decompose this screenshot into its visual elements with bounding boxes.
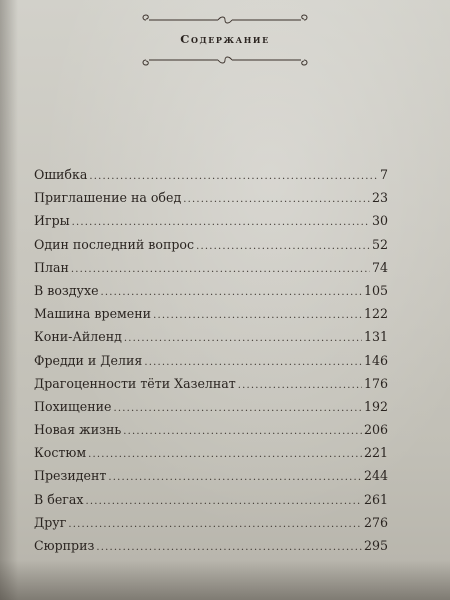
toc-entry-title: В бегах <box>34 491 84 507</box>
dot-leader <box>86 496 362 507</box>
toc-entry-page: 74 <box>371 259 388 275</box>
dot-leader <box>72 217 370 228</box>
dot-leader <box>71 264 370 275</box>
toc-entry[interactable] <box>34 306 388 329</box>
dot-leader <box>108 472 362 483</box>
toc-entry-title: Ошибка <box>34 167 88 182</box>
dot-leader <box>124 333 362 344</box>
toc-entry-page: 276 <box>363 514 388 530</box>
dot-leader <box>153 310 362 321</box>
dot-leader <box>68 519 362 530</box>
toc-entry-title: План <box>34 259 69 275</box>
toc-entry-title: Друг <box>34 514 67 530</box>
toc-entry-title: Игры <box>34 213 70 229</box>
toc-entry-page: 146 <box>363 352 388 368</box>
toc-entry-title: Один последний вопрос <box>34 236 195 252</box>
dot-leader <box>183 194 370 205</box>
toc-entry-title: Кони-Айленд <box>34 329 122 345</box>
toc-entry[interactable] <box>34 515 388 538</box>
toc-entry-title: Президент <box>34 468 107 484</box>
toc-entry[interactable] <box>34 213 388 236</box>
table-of-contents <box>34 167 388 561</box>
toc-entry-title: Приглашение на обед <box>34 190 182 206</box>
dot-leader <box>113 403 361 414</box>
toc-entry-page: 23 <box>371 190 388 206</box>
toc-entry-page: 122 <box>363 306 388 322</box>
toc-entry[interactable] <box>34 167 388 190</box>
toc-entry[interactable] <box>34 376 388 399</box>
toc-entry-page: 206 <box>363 422 388 438</box>
dot-leader <box>101 287 362 298</box>
toc-entry-title: Машина времени <box>34 306 152 322</box>
toc-entry-title: Костюм <box>34 445 87 461</box>
toc-entry-title: Похищение <box>34 398 112 414</box>
dot-leader <box>96 542 362 553</box>
toc-entry[interactable] <box>34 468 388 491</box>
toc-entry[interactable] <box>34 190 388 213</box>
dot-leader <box>196 241 370 252</box>
toc-entry[interactable] <box>34 260 388 283</box>
dot-leader <box>89 171 378 182</box>
toc-entry-page: 131 <box>363 329 388 345</box>
dot-leader <box>238 380 362 391</box>
dot-leader <box>123 426 362 437</box>
toc-entry-page: 7 <box>379 167 388 182</box>
toc-entry[interactable] <box>34 538 388 561</box>
toc-entry[interactable] <box>34 283 388 306</box>
toc-entry[interactable] <box>34 237 388 260</box>
toc-entry-title: Фредди и Делия <box>34 352 143 368</box>
page-title: Содержание <box>180 32 270 46</box>
toc-entry-page: 261 <box>363 491 388 507</box>
toc-entry[interactable] <box>34 445 388 468</box>
toc-entry-title: Сюрприз <box>34 538 95 553</box>
toc-entry-page: 192 <box>363 398 388 414</box>
toc-entry-title: Новая жизнь <box>34 422 122 438</box>
toc-entry[interactable] <box>34 492 388 515</box>
toc-entry[interactable] <box>34 353 388 376</box>
dot-leader <box>144 357 362 368</box>
toc-entry-title: В воздухе <box>34 282 99 298</box>
toc-entry-page: 105 <box>363 282 388 298</box>
dot-leader <box>88 449 362 460</box>
toc-entry-page: 295 <box>363 538 388 553</box>
ornament-top-icon <box>140 14 310 26</box>
toc-entry[interactable] <box>34 399 388 422</box>
toc-entry-page: 176 <box>363 375 388 391</box>
ornament-bottom-icon <box>140 54 310 66</box>
toc-entry-title: Драгоценности тёти Хазелнат <box>34 375 236 391</box>
heading-block <box>140 14 310 66</box>
toc-entry[interactable] <box>34 422 388 445</box>
toc-entry-page: 244 <box>363 468 388 484</box>
toc-entry-page: 52 <box>371 236 388 252</box>
toc-entry-page: 30 <box>371 213 388 229</box>
toc-entry-page: 221 <box>363 445 388 461</box>
toc-entry[interactable] <box>34 329 388 352</box>
